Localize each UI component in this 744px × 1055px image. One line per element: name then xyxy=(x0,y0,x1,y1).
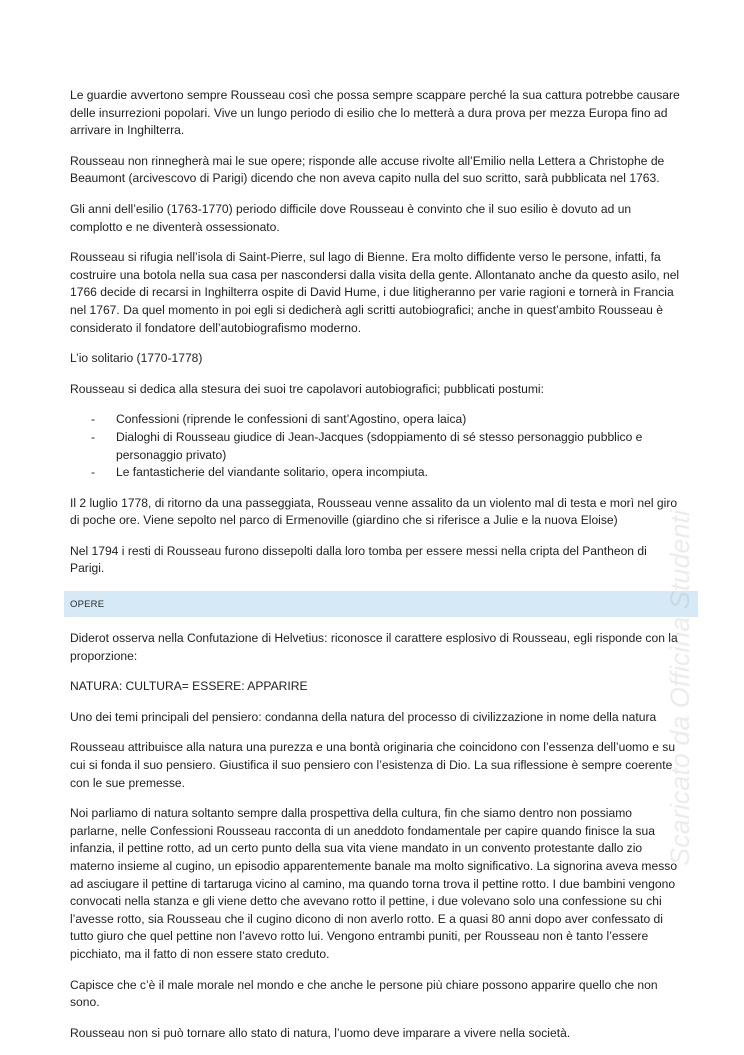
paragraph-capolavori: Rousseau si dedica alla stesura dei suoi tre capolavori autobiografici; pubblicati postumi: xyxy=(70,381,544,396)
list-item-text: Confessioni (riprende le confessioni di sant’Agostino, opera laica) xyxy=(116,412,467,427)
section-heading-bar xyxy=(64,591,698,617)
paragraph-io-solitario: L’io solitario (1770-1778) xyxy=(70,351,203,366)
paragraph-pettine: Noi parliamo di natura soltanto sempre dalla prospettiva della cultura, fin che siamo dentro non possiamo parlarne, nelle Confessioni Rousseau racconta di un aneddoto fondamentale per capire quando finisce la sua infanzia, il pettine rotto, ad un certo punto della sua vita viene mandato in un convento protestante dallo zio materno insieme al cugino, un episodio apparentemente banale ma molto significativo. La signorina aveva messo ad asciugare il pettine di tartaruga vicino al camino, ma quando torna trova il pettine rotto. I due bambini vengono convocati nella stanza e gli viene detto che avevano rotto il pettine, i due volevano solo una confessione su chi l’avesse rotto, sia Rousseau che il cugino dicono di non averlo rotto. E a quasi 80 anni dopo aver confessato di tutto giuro che quel pettine non l’avevo rotto lui. Vengono entrambi puniti, per Rousseau non è tanto l’essere picchiato, ma il fatto di non essere stato creduto. xyxy=(70,806,678,961)
watermark-text: Scaricato da Officina Studenti xyxy=(664,510,695,866)
paragraph-anni-esilio: Gli anni dell’esilio (1763-1770) periodo difficile dove Rousseau è convinto che il suo esilio è dovuto ad un complotto e ne diventerà ossessionato. xyxy=(70,201,632,234)
list-dash: - xyxy=(91,429,96,444)
paragraph-morte: Il 2 luglio 1778, di ritorno da una passeggiata, Rousseau venne assalito da un violento mal di testa e morì nel giro di poche ore. Viene sepolto nel parco di Ermenoville (giardino che si riferisce a Julie e la nuova Eloise) xyxy=(70,495,678,528)
paragraph-stato-natura: Rousseau non si può tornare allo stato di natura, l’uomo deve imparare a vivere nella società. xyxy=(70,1025,571,1040)
paragraph-lettera-beaumont: Rousseau non rinnegherà mai le sue opere; risponde alle accuse rivolte all’Emilio nella Lettera a Christophe de Beaumont (arcivescovo di Parigi) dicendo che non aveva capito nulla del suo scritto, sarà pubblicata nel 1763. xyxy=(70,153,665,186)
section-heading: OPERE xyxy=(70,598,105,610)
paragraph-proporzione: NATURA: CULTURA= ESSERE: APPARIRE xyxy=(70,679,308,694)
works-list xyxy=(70,411,680,481)
paragraph-natura-purezza: Rousseau attribuisce alla natura una purezza e una bontà originaria che coincidono con l’essenza dell’uomo e su cui si fonda il suo pensiero. Giustifica il suo pensiero con l’esistenza di Dio. La sua riflessione è sempre coerente con le sue premesse. xyxy=(70,740,676,790)
document-page xyxy=(70,87,680,1055)
paragraph-temi: Uno dei temi principali del pensiero: condanna della natura del processo di civilizzazione in nome della natura xyxy=(70,709,657,724)
list-item xyxy=(70,429,680,464)
paragraph-pantheon: Nel 1794 i resti di Rousseau furono dissepolti dalla loro tomba per essere messi nella cripta del Pantheon di Parigi. xyxy=(70,543,647,576)
list-dash: - xyxy=(91,465,96,480)
paragraph-male-morale: Capisce che c’è il male morale nel mondo e che anche le persone più chiare possono apparire quello che non sono. xyxy=(70,977,658,1010)
paragraph-diderot: Diderot osserva nella Confutazione di Helvetius: riconosce il carattere esplosivo di Rousseau, egli risponde con la proporzione: xyxy=(70,631,678,663)
list-item xyxy=(70,411,680,429)
list-item-text: Le fantasticherie del viandante solitario, opera incompiuta. xyxy=(116,465,428,480)
paragraph-exile-guards: Le guardie avvertono sempre Rousseau così che possa sempre scappare perché la sua cattura potrebbe causare delle insurrezioni popolari. Vive un lungo periodo di esilio che lo metterà a dura prova per mezza Europa fino ad arrivare in Inghilterra. xyxy=(70,88,680,138)
list-item-text: Dialoghi di Rousseau giudice di Jean-Jacques (sdoppiamento di sé stesso personaggio pubblico e personaggio privato) xyxy=(116,429,643,462)
paragraph-saint-pierre: Rousseau si rifugia nell’isola di Saint-Pierre, sul lago di Bienne. Era molto diffidente verso le persone, infatti, fa costruire una botola nella sua casa per nascondersi dalla visita della gente. Allontanato anche da questo asilo, nel 1766 decide di recarsi in Inghilterra ospite di David Hume, i due litigheranno per varie ragioni e tornerà in Francia nel 1767. Da quel momento in poi egli si dedicherà agli scritti autobiografici; anche in quest’ambito Rousseau è considerato il fondatore dell’autobiografismo moderno. xyxy=(70,250,680,335)
list-dash: - xyxy=(91,412,96,427)
list-item xyxy=(70,464,680,482)
